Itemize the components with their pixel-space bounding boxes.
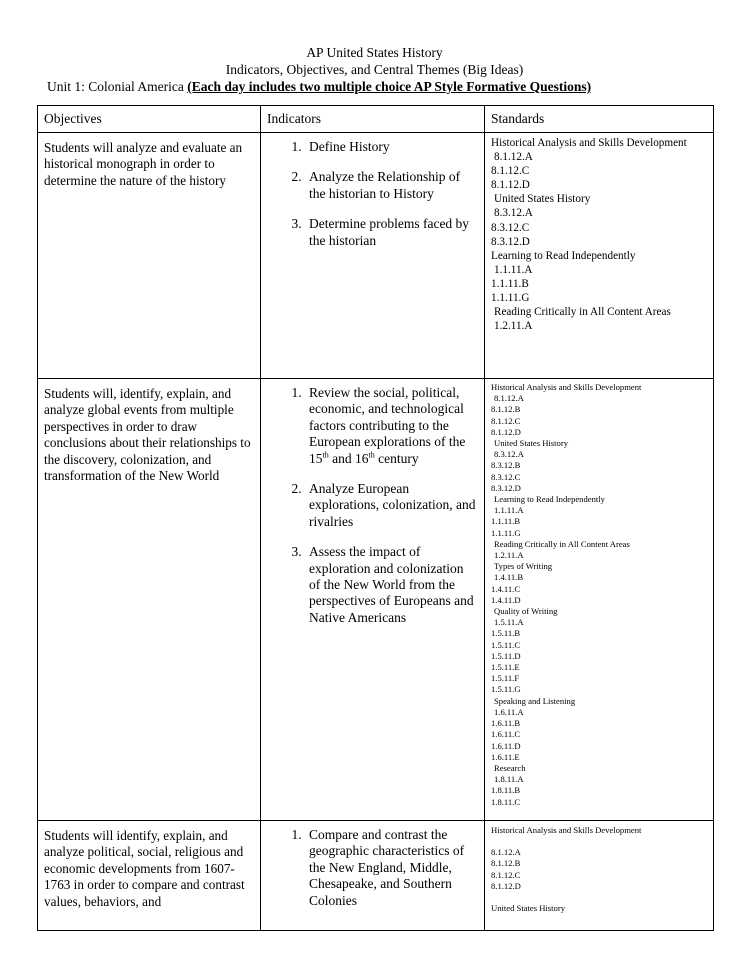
standards-list [485, 821, 713, 914]
standard-line: 1.6.11.D [491, 740, 521, 751]
standards-cell [485, 379, 714, 821]
table-row [38, 379, 714, 821]
standard-line: Historical Analysis and Skills Development [491, 382, 642, 392]
standard-line: 1.5.11.A [494, 617, 524, 628]
standard-line: 1.6.11.E [491, 751, 520, 762]
standard-line: 8.3.12.D [491, 482, 521, 493]
column-header-standards: Standards [485, 106, 714, 133]
unit-heading [47, 78, 591, 95]
indicator-item: 1. Define History [305, 139, 478, 155]
standards-list [485, 133, 713, 333]
standard-line: 1.1.11.B [491, 277, 529, 290]
standard-line: 1.8.11.B [491, 785, 521, 796]
indicator-item: 2. Analyze the Relationship of the historian to History [305, 169, 478, 202]
standard-line: 8.1.12.B [491, 404, 521, 415]
unit-note: (Each day includes two multiple choice AP Style Formative Questions) [187, 79, 592, 94]
table-header-row [38, 106, 714, 133]
standard-line: 8.3.12.A [494, 207, 533, 220]
standard-line: 1.5.11.F [491, 673, 520, 684]
indicator-item: 3. Assess the impact of exploration and colonization of the New World from the perspectives of Europeans and Native Americans [305, 544, 478, 626]
standard-line: 8.3.12.C [491, 471, 521, 482]
standard-line: 1.5.11.E [491, 662, 520, 673]
standard-line: 1.1.11.B [491, 516, 521, 527]
standard-line: 8.1.12.C [491, 869, 521, 880]
standard-line: Reading Critically in All Content Areas [494, 538, 630, 549]
standard-line: 8.1.12.D [491, 426, 521, 437]
standard-line: 1.1.11.A [494, 505, 524, 516]
indicator-item: 3. Determine problems faced by the historian [305, 216, 478, 249]
standard-line: 8.1.12.C [491, 165, 530, 178]
standard-line: 1.8.11.C [491, 796, 521, 807]
standard-line: Historical Analysis and Skills Development [491, 825, 642, 835]
standard-line: 1.4.11.C [491, 583, 521, 594]
indicator-list [261, 133, 484, 249]
standard-line: United States History [491, 903, 565, 914]
standard-line: 1.2.11.A [494, 550, 524, 561]
objective-text: Students will identify, explain, and analyze political, social, religious and economic developments from 1607-1763 in order to compare and contrast values, behaviors, and [44, 828, 245, 909]
standards-cell [485, 821, 714, 931]
standard-line: 1.5.11.C [491, 639, 521, 650]
standard-line: 8.3.12.D [491, 235, 530, 248]
standard-line: 1.1.11.G [491, 292, 530, 305]
unit-title: Unit 1: Colonial America [47, 79, 188, 94]
indicator-item: 1. Compare and contrast the geographic characteristics of the New England, Middle, Chesapeake, and Southern Colonies [305, 827, 478, 909]
standard-line: 8.1.12.A [494, 393, 524, 404]
indicators-cell [261, 379, 485, 821]
standard-line: 8.3.12.B [491, 460, 521, 471]
indicator-text: century [374, 450, 419, 466]
standard-line: 1.1.11.G [491, 527, 521, 538]
standard-line: 1.5.11.G [491, 684, 521, 695]
curriculum-table [37, 105, 714, 931]
standard-line: 8.1.12.A [491, 847, 521, 858]
standard-line: 8.1.12.D [491, 179, 530, 192]
standard-line: 1.5.11.D [491, 650, 521, 661]
standard-line: 1.4.11.B [494, 572, 524, 583]
standards-list [485, 379, 713, 808]
table-row [38, 821, 714, 931]
standard-line: 1.1.11.A [494, 263, 533, 276]
objective-text: Students will analyze and evaluate an historical monograph in order to determine the nature of the history [44, 140, 243, 188]
indicators-cell [261, 133, 485, 379]
standards-cell [485, 133, 714, 379]
indicator-item: 2. Analyze European explorations, colonization, and rivalries [305, 481, 478, 530]
standard-line: United States History [494, 193, 591, 206]
standard-line: 8.1.12.C [491, 415, 521, 426]
objective-cell [38, 821, 261, 931]
column-header-objectives: Objectives [38, 106, 261, 133]
table-row [38, 133, 714, 379]
standard-line: 1.6.11.C [491, 729, 521, 740]
standard-line: Research [494, 762, 526, 773]
document-subtitle: Indicators, Objectives, and Central Themes (Big Ideas) [225, 62, 524, 77]
standard-line: 1.2.11.A [494, 320, 533, 333]
document-title: AP United States History [306, 45, 443, 60]
indicators-cell [261, 821, 485, 931]
standard-line: Types of Writing [494, 561, 553, 572]
indicator-text: and 16 [328, 450, 369, 466]
ordinal-suffix: th [322, 450, 329, 460]
standard-line: 1.6.11.A [494, 706, 524, 717]
objective-text: Students will, identify, explain, and analyze global events from multiple perspectives in order to draw conclusions about their relationships to the discovery, colonization, and transformation of the New World [44, 386, 251, 484]
column-header-indicators: Indicators [261, 106, 485, 133]
indicator-list [261, 379, 484, 626]
spacer [491, 836, 709, 847]
standard-line: 8.3.12.A [494, 449, 524, 460]
standard-line: Reading Critically in All Content Areas [494, 306, 671, 319]
standard-line: 1.6.11.B [491, 718, 521, 729]
spacer [491, 892, 709, 903]
standard-line: 1.8.11.A [494, 774, 524, 785]
ordinal-suffix: th [368, 450, 375, 460]
indicator-list [261, 821, 484, 909]
standard-line: 8.1.12.B [491, 858, 521, 869]
objective-cell [38, 379, 261, 821]
indicator-text: Review the social, political, economic, and technological factors contributing to the European explorations of the 15 [309, 385, 466, 466]
standard-line: 1.4.11.D [491, 594, 521, 605]
indicator-item [305, 385, 478, 467]
standard-line: 1.5.11.B [491, 628, 521, 639]
standard-line: United States History [494, 438, 568, 449]
standard-line: Speaking and Listening [494, 695, 576, 706]
objective-cell [38, 133, 261, 379]
standard-line: Learning to Read Independently [494, 494, 605, 505]
standard-line: 8.1.12.D [491, 880, 521, 891]
standard-line: 8.3.12.C [491, 221, 530, 234]
standard-line: Learning to Read Independently [491, 249, 636, 262]
standard-line: Historical Analysis and Skills Development [491, 137, 687, 149]
standard-line: Quality of Writing [494, 606, 558, 617]
standard-line: 8.1.12.A [494, 151, 533, 164]
